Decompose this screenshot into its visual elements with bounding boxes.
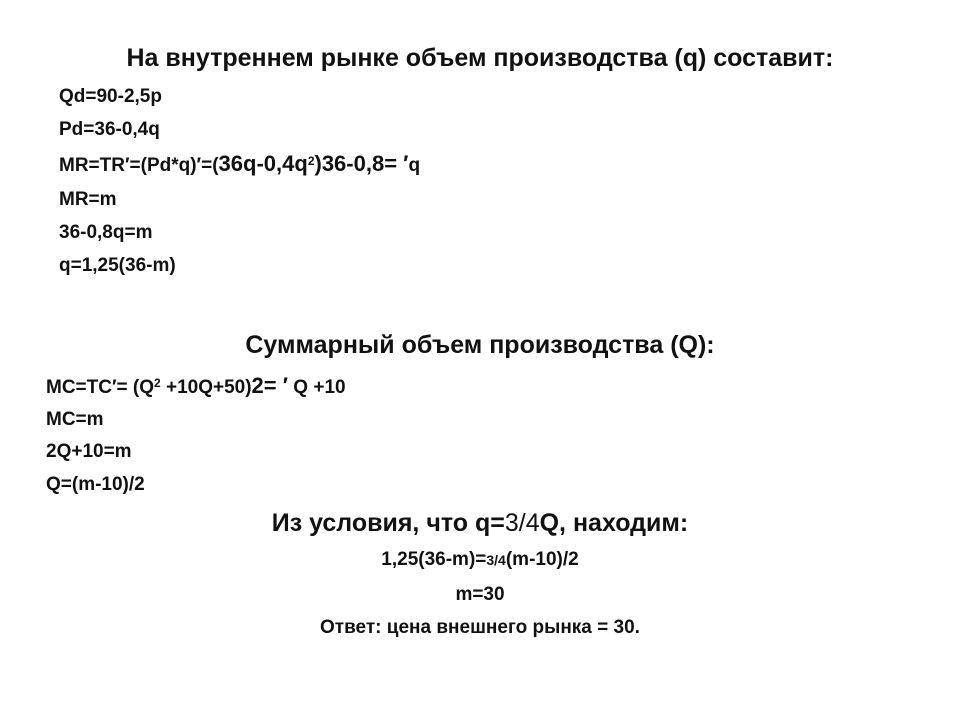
equation-36: 36-0,8q=m [59, 222, 153, 243]
equation-mc-part2: +10Q+50) [160, 377, 252, 398]
section1-title: На внутреннем рынке объем производства (q) составит: [126, 44, 834, 72]
equation-pd: Pd=36-0,4q [59, 119, 160, 140]
equation-mr-part4: q [408, 155, 421, 176]
equation-2q: 2Q+10=m [46, 441, 132, 462]
equation-mc-part4: Q +10 [288, 377, 346, 398]
equation-equality [0, 550, 960, 569]
equation-mr-part2: 36q-0,4q [218, 151, 308, 176]
equation-mc-part1: MC=TC′= (Q [46, 377, 155, 398]
equation-mc [46, 375, 346, 397]
equation-equality-fraction: 3/4 [486, 552, 506, 568]
section3-title-part2: Q, находим: [539, 509, 689, 537]
section3-title-fraction: 3/4 [504, 509, 540, 537]
equation-mc-superscript: 2 [154, 376, 161, 390]
equation-mr-part1: MR=TR′=(Pd*q)′=( [59, 155, 219, 176]
equation-mc-part3: 2= ′ [251, 373, 289, 398]
equation-equality-left: 1,25(36-m)= [381, 549, 487, 570]
section3-title-part1: Из условия, что q= [271, 509, 505, 537]
equation-mr-equals-m: MR=m [59, 189, 117, 210]
answer-line: Ответ: цена внешнего рынка = 30. [320, 617, 640, 638]
equation-mr-superscript: 2 [307, 154, 315, 168]
equation-mr-part3: )36-0,8= ′ [314, 151, 409, 176]
equation-mc-equals-m: MC=m [46, 409, 104, 430]
equation-qd: Qd=90-2,5p [59, 86, 162, 107]
section3-title [0, 511, 960, 536]
equation-q-result: q=1,25(36-m) [59, 255, 176, 276]
section2-title: Суммарный объем производства (Q): [245, 331, 715, 359]
equation-mr [59, 153, 420, 175]
equation-m-result: m=30 [455, 584, 505, 605]
equation-Q-result: Q=(m-10)/2 [46, 474, 145, 495]
equation-equality-right: (m-10)/2 [505, 549, 579, 570]
